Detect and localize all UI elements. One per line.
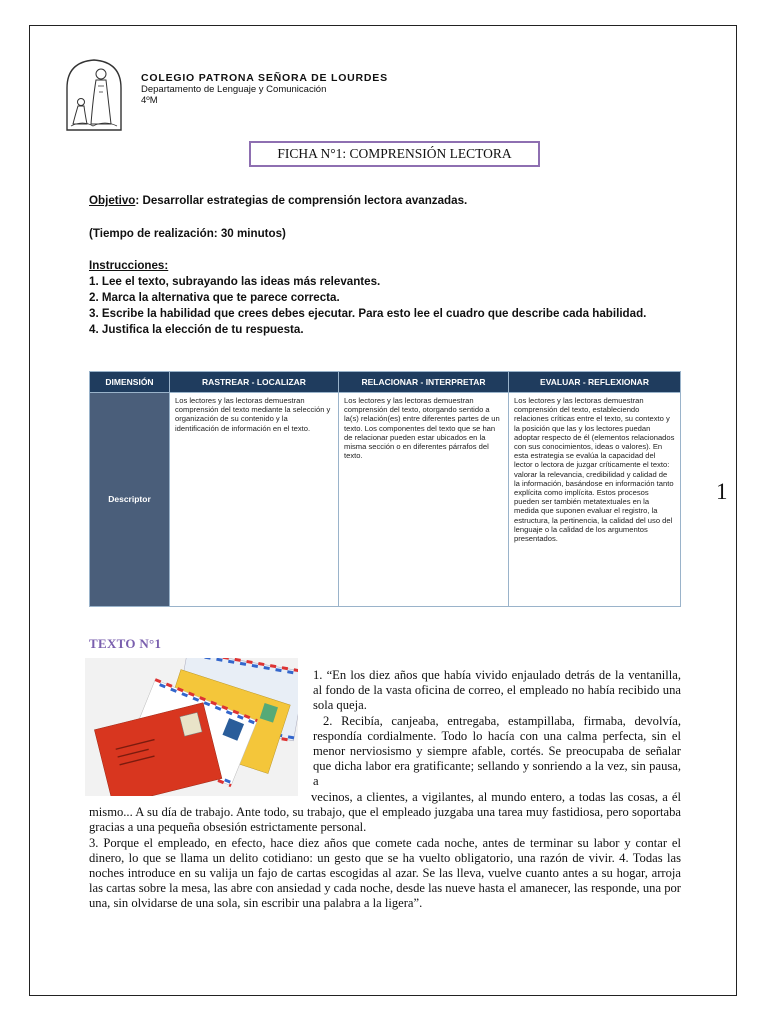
- row-label: Descriptor: [90, 393, 170, 607]
- school-header: [141, 73, 388, 106]
- story-top: [313, 668, 681, 790]
- instruction-item: 4. Justifica la elección de tu respuesta.: [89, 323, 304, 336]
- objective: [89, 193, 681, 209]
- grade-label: 4ºM: [141, 95, 158, 106]
- table-header: DIMENSIÓN: [90, 372, 170, 393]
- table-cell: Los lectores y las lectoras demuestran comprensión del texto mediante la selección y organización de su contenido y la identificación de información en el texto.: [170, 393, 339, 607]
- instruction-item: 2. Marca la alternativa que te parece correcta.: [89, 291, 340, 304]
- table-header: EVALUAR - REFLEXIONAR: [509, 372, 681, 393]
- table-row: [90, 393, 681, 607]
- story-paragraph: vecinos, a clientes, a vigilantes, al mundo entero, a todas las cosas, a él mismo... A su día de trabajo. Ante todo, su trabajo, que el empleado juzgaba una tarea muy fastidiosa, pero soportaba gracias a una pequeña obsesión estrictamente personal.: [89, 790, 681, 835]
- text-heading: TEXTO N°1: [89, 636, 162, 651]
- story-bottom: [89, 790, 681, 912]
- instruction-item: 1. Lee el texto, subrayando las ideas más relevantes.: [89, 275, 381, 288]
- school-name: COLEGIO PATRONA SEÑORA DE LOURDES: [141, 72, 388, 84]
- instructions: [89, 258, 681, 338]
- table-header-row: [90, 372, 681, 393]
- skills-table: [89, 371, 681, 607]
- story-paragraph: 1. “En los diez años que había vivido enjaulado detrás de la ventanilla, al fondo de la vasta oficina de correo, el empleado no había recibido una sola queja.: [313, 668, 681, 713]
- worksheet-title: FICHA N°1: COMPRENSIÓN LECTORA: [249, 141, 540, 167]
- table-cell: Los lectores y las lectoras demuestran comprensión del texto, estableciendo relaciones críticas entre el texto, su contexto y la posición que las y los lectores puedan adoptar respecto de él (elementos relacionados con sus conocimientos, ideas o valores). En esta estrategia se evalúa la capacidad del lector o lectora de juzgar críticamente el texto: valorar la relevancia, credibilidad y calidad de la información, basándose en información tanto explícita como implícita. Estos procesos pueden ser también metatextuales en la medida que suponen evaluar el registro, la estructura, la pertinencia, la calidad del uso del lenguaje o la calidad de los argumentos presentados.: [509, 393, 681, 607]
- table-cell: Los lectores y las lectoras demuestran comprensión del texto, otorgando sentido a la(s) relación(es) entre diferentes partes de un texto. Los componentes del texto que se han de relacionar pueden estar ubicados en la misma sección o en diferentes párrafos del texto.: [339, 393, 509, 607]
- page-number: 1: [716, 479, 728, 504]
- envelopes-image: [85, 658, 298, 796]
- story-paragraph: 2. Recibía, canjeaba, entregaba, estampillaba, firmaba, devolvía, respondía cordialmente. Todo lo hacía con una calma perfecta, sin el menor nerviosismo y siempre afable, cortés. Se preocupaba de señalar que dicha labor era gratificante; sellando y sonriendo a la vez, sin pausa, a: [313, 713, 681, 789]
- table-header: RELACIONAR - INTERPRETAR: [339, 372, 509, 393]
- story-paragraph: 3. Porque el empleado, en efecto, hace diez años que comete cada noche, antes de terminar su labor y contar el dinero, lo que se llama un delito cotidiano: un gesto que se ha vuelto obligatorio, una razón de vivir. 4. Todas las noches introduce en su valija un fajo de cartas escogidas al azar. Se las lleva, vuelve cuanto antes a su hogar, arroja las cartas sobre la mesa, las abre con ansiedad y cada noche, desde las nueve hasta el amanecer, las responde, una por una, sin olvidarse de una sola, sin escribir una palabra a la ligera”.: [89, 835, 681, 911]
- table-header: RASTREAR - LOCALIZAR: [170, 372, 339, 393]
- objective-label: Objetivo: [89, 194, 136, 207]
- department-name: Departamento de Lenguaje y Comunicación: [141, 84, 327, 95]
- instruction-item: 3. Escribe la habilidad que crees debes ejecutar. Para esto lee el cuadro que describe cada habilidad.: [89, 307, 647, 320]
- instructions-label: Instrucciones:: [89, 259, 169, 272]
- time-note: (Tiempo de realización: 30 minutos): [89, 227, 286, 240]
- objective-text: : Desarrollar estrategias de comprensión lectora avanzadas.: [135, 194, 468, 207]
- school-logo-icon: [63, 58, 125, 132]
